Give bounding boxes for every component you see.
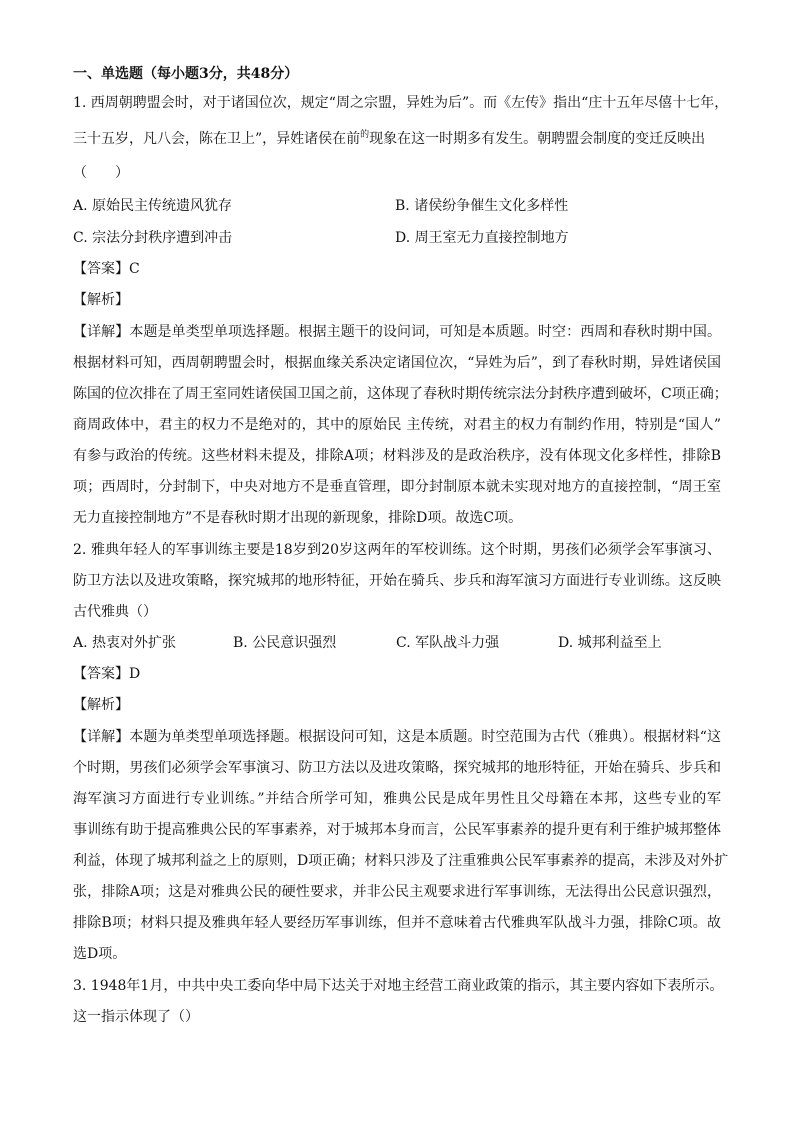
- q2-option-b: B. 公民意识强烈: [233, 635, 337, 651]
- q2-stem-line-1: 2. 雅典年轻人的军事训练主要是18岁到20岁这两年的军校训练。这个时期，男孩们必须学会军事演习、: [73, 542, 721, 558]
- q1-analysis-label: 【解析】: [73, 292, 129, 308]
- q3-stem-line-2: 这一指示体现了（）: [73, 1009, 199, 1025]
- q1-option-a: A. 原始民主传统遗风犹存: [73, 198, 233, 214]
- q2-analysis-line-4: 事训练有助于提高雅典公民的军事素养，对于城邦本身而言，公民军事素养的提升更有利于维护城邦整体: [73, 822, 721, 838]
- q1-stem-line-1: 1. 西周朝聘盟会时，对于诸国位次，规定“周之宗盟，异姓为后”。而《左传》指出“庄十五年尽僖十七年，: [73, 95, 729, 111]
- q2-analysis-label: 【解析】: [73, 697, 129, 713]
- section-title: 一、单选题（每小题3分，共48分）: [73, 66, 299, 82]
- q1-option-c: C. 宗法分封秩序遭到冲击: [73, 230, 233, 246]
- q2-answer-value: D: [129, 666, 141, 682]
- q2-option-d: D. 城邦利益至上: [558, 635, 662, 651]
- q2-analysis-line-6: 张，排除A项；这是对雅典公民的硬性要求，并非公民主观要求进行军事训练，无法得出公民意识强烈，: [73, 884, 721, 900]
- q1-option-d: D. 周王室无力直接控制地方: [395, 230, 569, 246]
- q2-analysis-line-5: 利益，体现了城邦利益之上的原则，D项正确；材料只涉及了注重雅典公民军事素养的提高，未涉及对外扩: [73, 853, 729, 869]
- q1-analysis-line-1: 【详解】本题是单类型单项选择题。根据主题干的设问词，可知是本质题。时空：西周和春秋时期中国。: [73, 324, 721, 340]
- q1-analysis-line-6: 项；西周时，分封制下，中央对地方不是垂直管理，即分封制原本就未实现对地方的直接控制，“周王室: [73, 479, 721, 495]
- q1-answer-label: 【答案】: [73, 261, 129, 277]
- q1-stem-line-2b: 现象在这一时期多有发生。朝聘盟会制度的变迁反映出: [369, 131, 706, 147]
- q1-analysis-line-5: 有参与政治的传统。这些材料未提及，排除A项；材料涉及的是政治秩序，没有体现文化多样性，排除B: [73, 448, 721, 464]
- q1-analysis-line-4: 商周政体中，君主的权力不是绝对的，其中的原始民 主传统，对君主的权力有制约作用，特别是“国人”: [73, 417, 721, 433]
- q1-analysis-line-3: 陈国的位次排在了周王室同姓诸侯国卫国之前，这体现了春秋时期传统宗法分封秩序遭到破坏，C项正确；: [73, 386, 728, 402]
- q1-answer: [73, 259, 140, 279]
- q1-analysis-line-7: 无力直接控制地方”不是春秋时期才出现的新现象，排除D项。故选C项。: [73, 510, 523, 526]
- q2-analysis-line-7: 排除B项；材料只提及雅典年轻人要经历军事训练，但并不意味着古代雅典军队战斗力强，排除C项。故: [73, 915, 721, 931]
- q2-option-c: C. 军队战斗力强: [396, 635, 500, 651]
- q2-answer-label: 【答案】: [73, 666, 129, 682]
- q2-analysis-line-1: 【详解】本题为单类型单项选择题。根据设问可知，这是本质题。时空范围为古代（雅典）。根据材料“这: [73, 729, 721, 745]
- q1-stem-line-2: [73, 129, 705, 151]
- q2-stem-line-3: 古代雅典（）: [73, 604, 157, 620]
- q2-analysis-line-2: 个时期，男孩们必须学会军事演习、防卫方法以及进攻策略，探究城邦的地形特征，开始在骑兵、步兵和: [73, 760, 721, 776]
- q2-answer: [73, 664, 140, 684]
- q2-analysis-line-3: 海军演习方面进行专业训练。”并结合所学可知，雅典公民是成年男性且父母籍在本邦，这些专业的军: [73, 791, 721, 807]
- q2-option-a: A. 热衷对外扩张: [73, 635, 177, 651]
- q2-analysis-line-8: 选D项。: [73, 946, 127, 962]
- q1-stem-line-2a: 三十五岁，凡八会，陈在卫上”，异姓诸侯在前: [73, 131, 361, 147]
- q2-stem-line-2: 防卫方法以及进攻策略，探究城邦的地形特征，开始在骑兵、步兵和海军演习方面进行专业训练。这反映: [73, 573, 721, 589]
- q1-stem-line-3: （ ）: [73, 165, 129, 181]
- q1-analysis-line-2: 根据材料可知，西周朝聘盟会时，根据血缘关系决定诸国位次，“异姓为后”，到了春秋时期，异姓诸侯国: [73, 355, 721, 371]
- q1-answer-value: C: [129, 261, 140, 277]
- q1-superscript: 的: [360, 130, 370, 140]
- q1-option-b: B. 诸侯纷争催生文化多样性: [395, 198, 569, 214]
- q3-stem-line-1: 3. 1948年1月，中共中央工委向华中局下达关于对地主经营工商业政策的指示，其主要内容如下表所示。: [73, 978, 724, 994]
